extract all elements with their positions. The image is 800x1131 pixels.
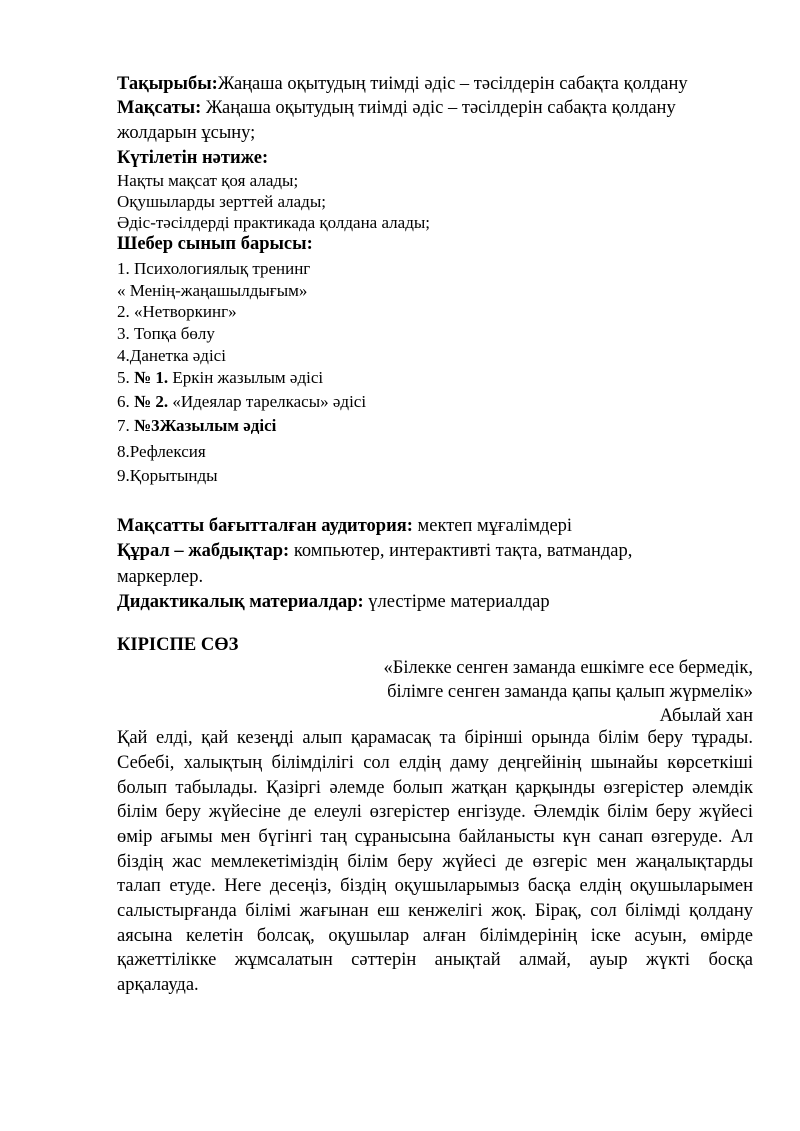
intro-paragraph-line: өмір ағымы мен бүгінгі таң сұранысына байланысты күн санап өзгеруде. Ал <box>117 827 753 847</box>
tools-value: компьютер, интерактивті тақта, ватмандар, <box>289 541 633 561</box>
topic-label: Тақырыбы: <box>117 74 218 94</box>
tools-line <box>117 542 632 561</box>
intro-paragraph-line: білім беру жүйесіне де елеулі өзгерістер енгізуде. Әлемдік білім беру жүйесі <box>117 802 753 822</box>
progress-item: « Менің-жаңашылдығым» <box>117 281 308 300</box>
tools-label: Құрал – жабдықтар: <box>117 541 290 561</box>
intro-heading: КІРІСПЕ СӨЗ <box>117 635 239 655</box>
progress-item: 1. Психологиялық тренинг <box>117 259 311 278</box>
audience-line <box>117 517 572 536</box>
results-item: Әдіс-тәсілдерді практикада қолдана алады; <box>117 213 430 232</box>
results-heading: Күтілетін нәтиже: <box>117 148 269 168</box>
intro-paragraph-line: талап етуде. Неге десеңіз, біздің оқушыларымыз басқа елдің оқушыларымен <box>117 876 753 896</box>
progress-item: 8.Рефлексия <box>117 442 206 461</box>
results-item: Нақты мақсат қоя алады; <box>117 171 299 190</box>
audience-value: мектеп мұғалімдері <box>412 516 573 536</box>
intro-paragraph-line: болып табылады. Қазіргі әлемде болып жатқан қарқынды өзгерістер әлемдік <box>117 778 753 798</box>
progress-item: 7. №3Жазылым әдісі <box>117 416 277 435</box>
goal-label: Мақсаты: <box>117 98 202 118</box>
goal-line <box>117 99 676 118</box>
progress-heading: Шебер сынып барысы: <box>117 234 313 254</box>
progress-item: 2. «Нетворкинг» <box>117 302 237 321</box>
intro-paragraph-line: аясына келетін болсақ, оқушылар алған білімдерінің іске асуын, өмірде <box>117 926 753 946</box>
progress-item: 9.Қорытынды <box>117 466 218 485</box>
epigraph-author: Абылай хан <box>659 706 753 726</box>
intro-paragraph-line: арқалауда. <box>117 975 199 995</box>
materials-line <box>117 593 550 612</box>
topic-value: Жаңаша оқытудың тиімді әдіс – тәсілдерін сабақта қолдану <box>217 74 688 94</box>
audience-label: Мақсатты бағытталған аудитория: <box>117 516 413 536</box>
topic-line <box>117 75 688 94</box>
progress-item: 4.Данетка әдісі <box>117 346 226 365</box>
progress-item: 6. № 2. «Идеялар тарелкасы» әдісі <box>117 392 367 411</box>
goal-value: Жаңаша оқытудың тиімді әдіс – тәсілдерін сабақта қолдану <box>201 98 676 118</box>
intro-paragraph-line: Қай елді, қай кезеңді алып қарамасақ та бірінші орында білім беру тұрады. <box>117 728 753 748</box>
intro-paragraph-line: салыстырғанда білімі жағынан еш кенжелігі жоқ. Бірақ, сол білімді қолдану <box>117 901 753 921</box>
intro-paragraph-line: қажеттілікке жұмсалатын сәттерін анықтай алмай, ауыр жүкті босқа <box>117 950 753 970</box>
results-item: Оқушыларды зерттей алады; <box>117 192 326 211</box>
epigraph-line: «Білекке сенген заманда ешкімге есе бермедік, <box>383 658 753 678</box>
goal-line-2: жолдарын ұсыну; <box>117 123 256 143</box>
intro-paragraph-line: Себебі, халықтың білімділігі сол елдің даму деңгейінің шынайы көрсеткіші <box>117 753 753 773</box>
tools-line-2: маркерлер. <box>117 567 204 587</box>
intro-paragraph-line: біздің жас мемлекетіміздің білім беру жүйесі де өзгеріс мен жаңалықтарды <box>117 852 753 872</box>
progress-item: 3. Топқа бөлу <box>117 324 215 343</box>
materials-label: Дидактикалық материалдар: <box>117 592 364 612</box>
materials-value: үлестірме материалдар <box>363 592 550 612</box>
progress-item: 5. № 1. Еркін жазылым әдісі <box>117 368 324 387</box>
epigraph-line: білімге сенген заманда қапы қалып жүрмелік» <box>387 682 753 702</box>
